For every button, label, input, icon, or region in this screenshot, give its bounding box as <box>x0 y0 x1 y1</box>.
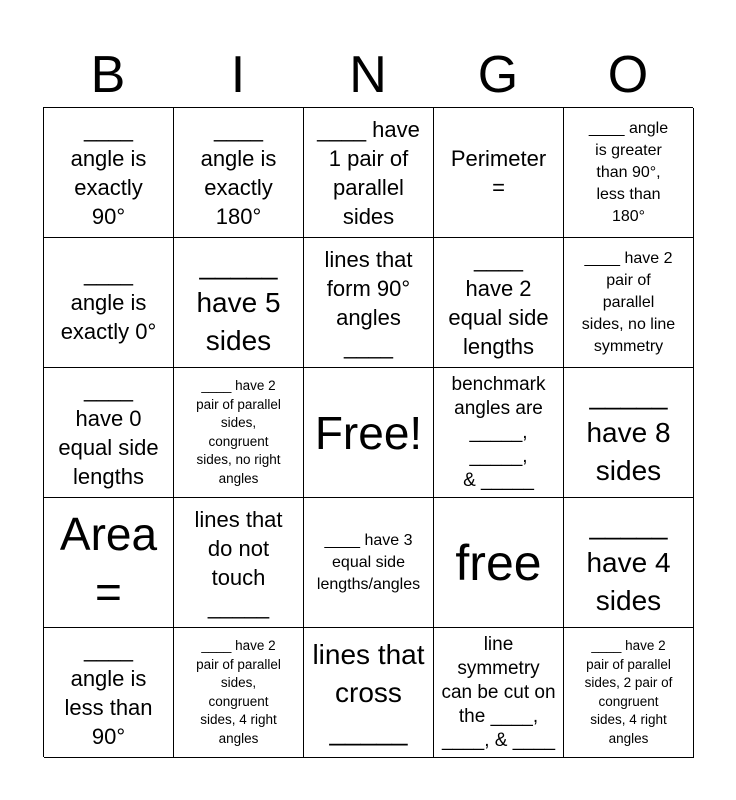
bingo-cell-text: _____ have 4 sides <box>586 508 671 616</box>
bingo-header <box>43 42 693 108</box>
bingo-cell <box>304 108 434 238</box>
bingo-cell-text: ____ have 0 equal side lengths <box>58 376 159 489</box>
bingo-cell-text: ____ angle is greater than 90°, less than 180° <box>588 119 669 225</box>
bingo-cell-text: ____ have 2 pair of parallel sides, no line symmetry <box>581 249 676 355</box>
bingo-cell <box>304 368 434 498</box>
bingo-cell <box>174 368 304 498</box>
bingo-cell <box>564 238 694 368</box>
bingo-cell <box>174 238 304 368</box>
bingo-cell-text: ____ have 3 equal side lengths/angles <box>316 531 421 593</box>
bingo-cell-text: lines that do not touch _____ <box>194 506 283 619</box>
bingo-cell-text: ____ angle is exactly 90° <box>70 116 147 229</box>
bingo-cell-text: free <box>455 534 542 591</box>
header-letter-i: I <box>230 46 246 104</box>
bingo-cell-text: lines that form 90° angles ____ <box>324 246 413 359</box>
bingo-cell <box>174 628 304 758</box>
bingo-cell <box>44 368 174 498</box>
bingo-cell <box>304 238 434 368</box>
bingo-cell <box>44 108 174 238</box>
header-letter-g: G <box>477 46 519 104</box>
header-letter-n: N <box>349 46 387 104</box>
bingo-cell <box>44 498 174 628</box>
bingo-cell <box>304 498 434 628</box>
bingo-cell <box>434 238 564 368</box>
bingo-cell <box>434 368 564 498</box>
bingo-cell-text: Area = <box>59 507 158 618</box>
header-letter-o: O <box>607 46 649 104</box>
bingo-cell-text: lines that cross _____ <box>312 638 425 746</box>
bingo-cell <box>44 628 174 758</box>
bingo-cell-text: ____ have 2 pair of parallel sides, 2 pair of congruent sides, 4 right angles <box>584 638 673 746</box>
bingo-cell-text: ____ have 2 equal side lengths <box>448 246 549 359</box>
bingo-cell-text: ____ angle is exactly 180° <box>200 116 277 229</box>
bingo-cell <box>174 108 304 238</box>
bingo-cell-text: _____ have 5 sides <box>196 248 281 356</box>
bingo-cell-text: ____ have 1 pair of parallel sides <box>317 116 420 229</box>
bingo-cell <box>44 238 174 368</box>
bingo-cell-text: _____ have 8 sides <box>586 378 671 486</box>
bingo-cell-text: ____ have 2 pair of parallel sides, congruent sides, no right angles <box>196 378 281 486</box>
bingo-cell-text: Perimeter = <box>450 145 547 200</box>
header-letter-b: B <box>90 46 126 104</box>
bingo-cell <box>564 368 694 498</box>
bingo-cell-text: ____ have 2 pair of parallel sides, congruent sides, 4 right angles <box>196 638 281 746</box>
bingo-cell-text: ____ angle is exactly 0° <box>60 261 157 344</box>
bingo-cell <box>434 628 564 758</box>
bingo-cell <box>174 498 304 628</box>
bingo-cell <box>564 628 694 758</box>
bingo-grid <box>43 107 693 757</box>
bingo-cell <box>564 498 694 628</box>
bingo-cell <box>564 108 694 238</box>
bingo-cell <box>304 628 434 758</box>
bingo-cell-text: Free! <box>314 406 423 459</box>
bingo-cell-text: line symmetry can be cut on the ____, ____, & ____ <box>441 633 556 751</box>
bingo-cell <box>434 498 564 628</box>
bingo-cell <box>434 108 564 238</box>
bingo-cell-text: benchmark angles are _____, _____, & _____ <box>451 373 546 491</box>
bingo-cell-text: ____ angle is less than 90° <box>64 636 153 749</box>
